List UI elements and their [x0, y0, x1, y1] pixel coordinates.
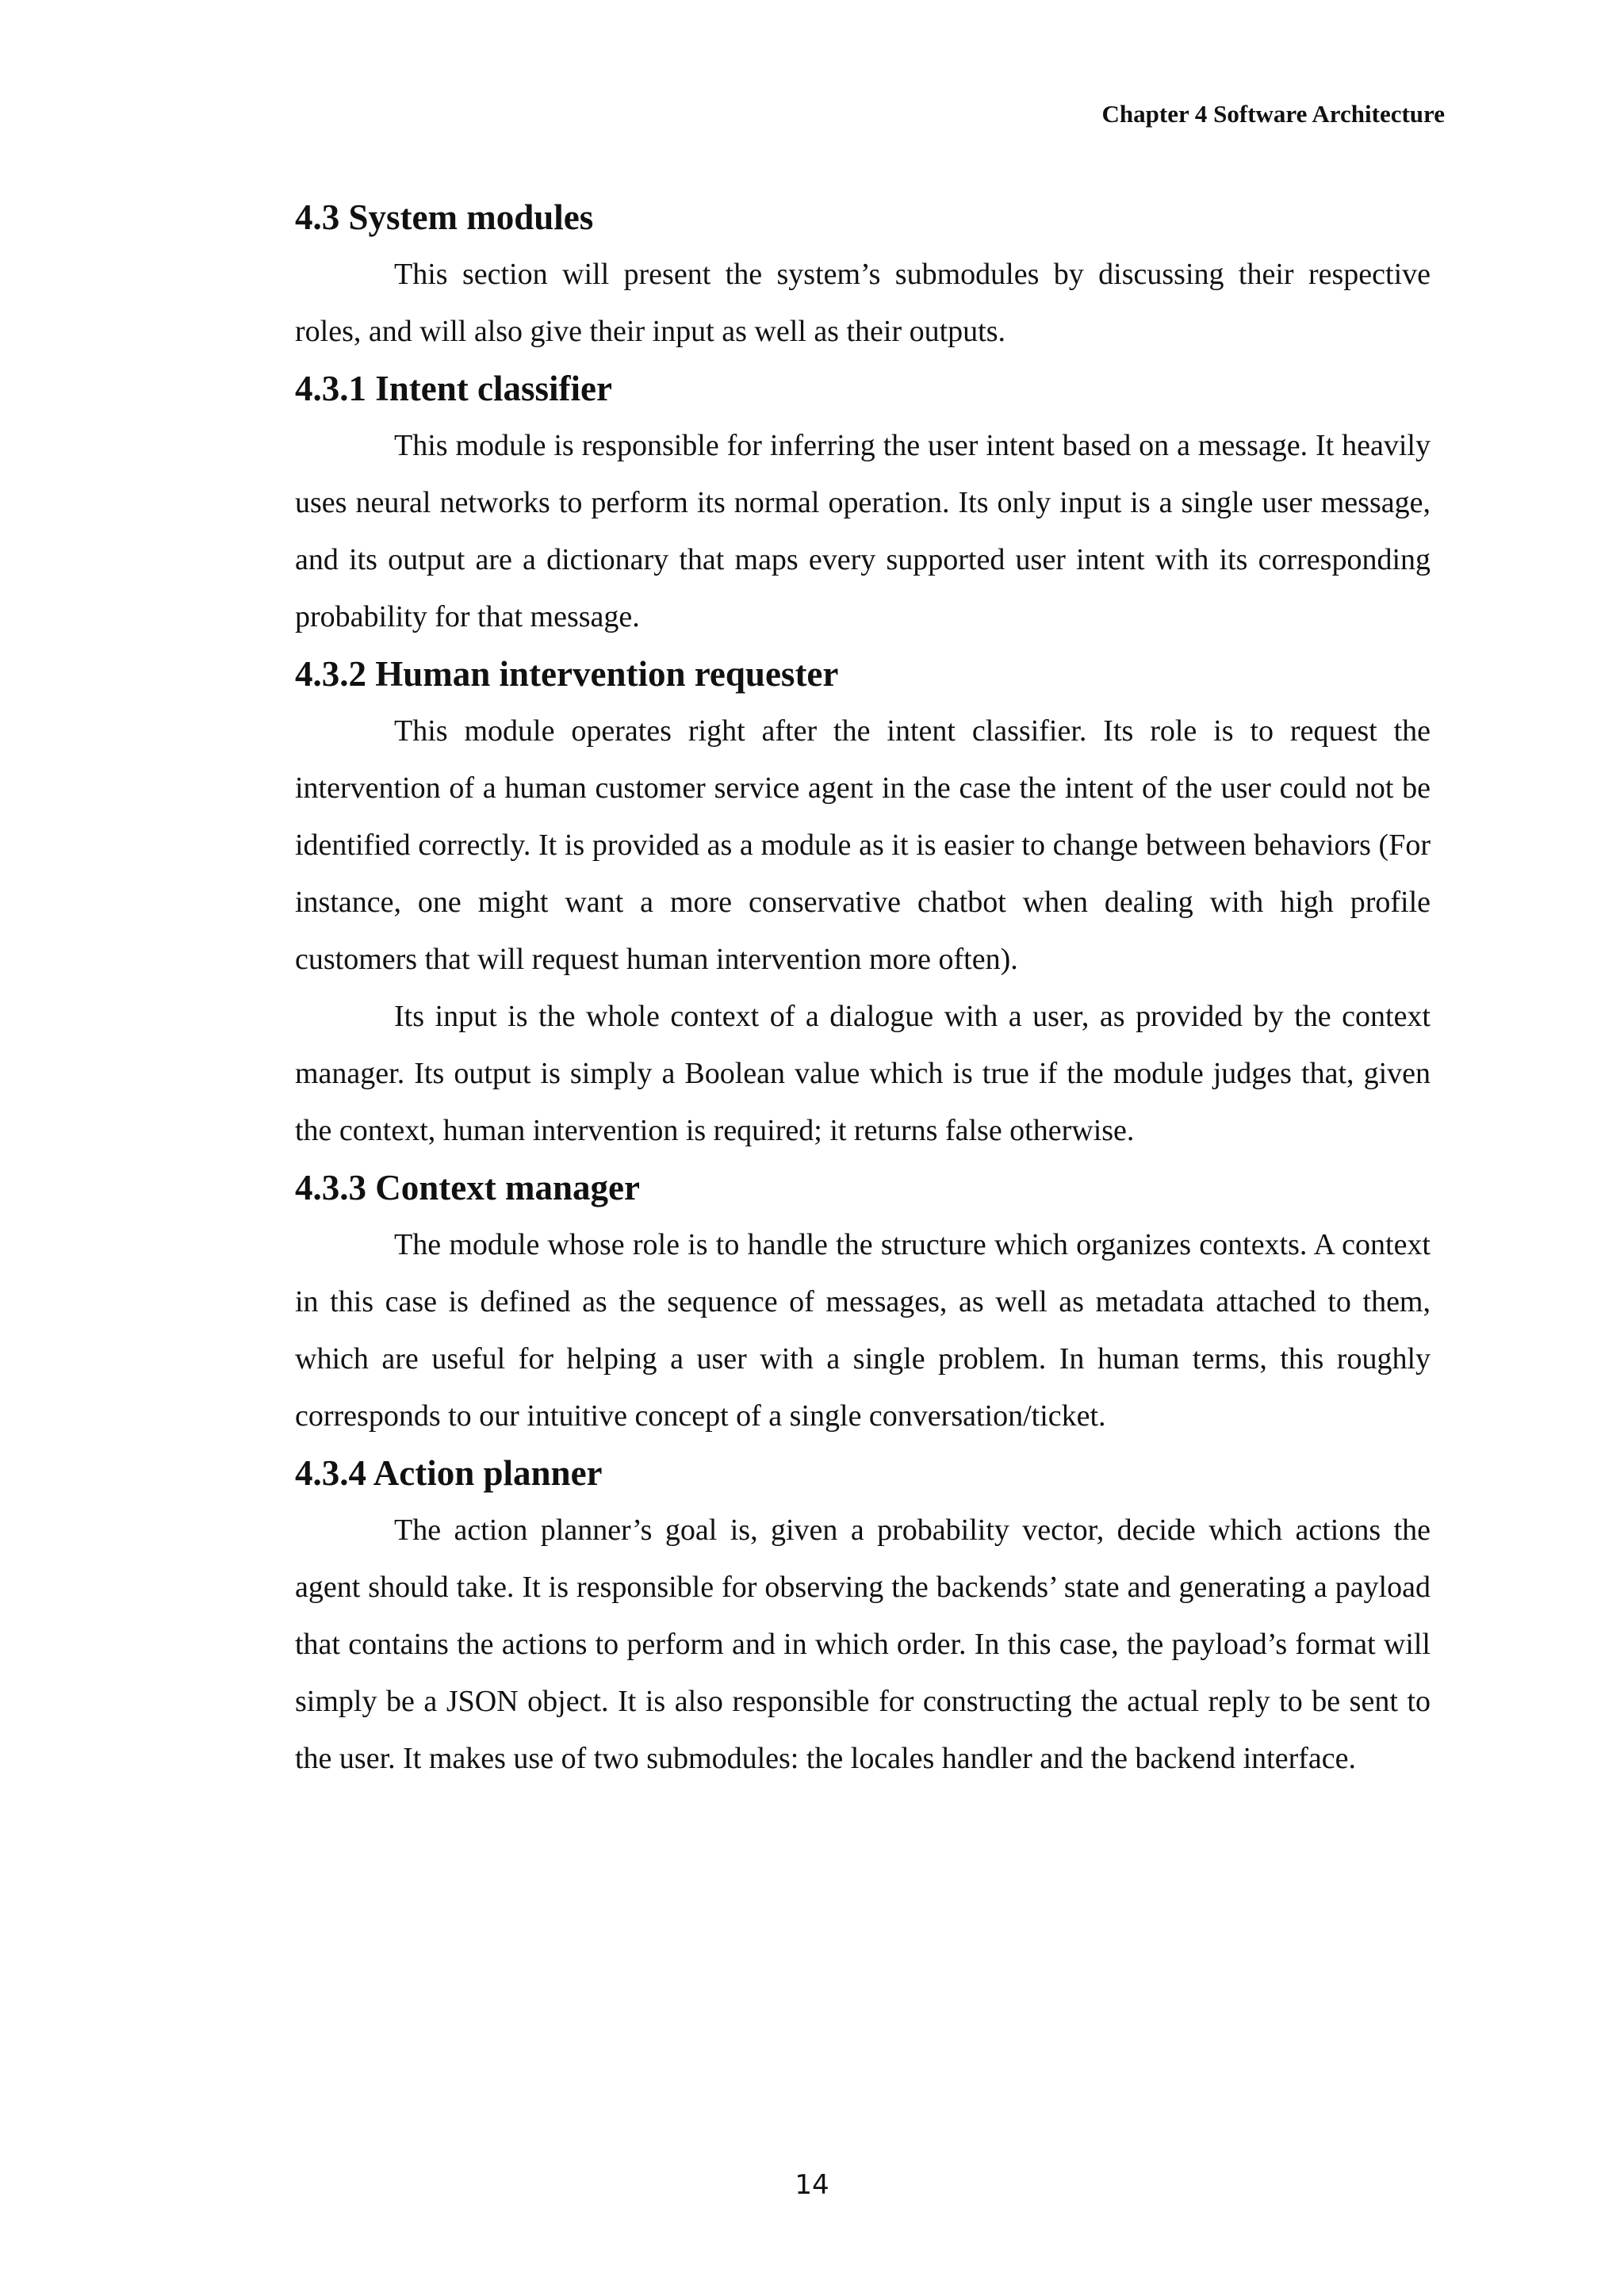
action-planner-paragraph: The action planner’s goal is, given a probability vector, decide which actions the agent should take. It is responsible for observing the backends’ state and generating a payload that contains the actions to perform and in which order. In this case, the payload’s format will simply be a JSON object. It is also responsible for constructing the actual reply to be sent to the user. It makes use of two submodules: the locales handler and the backend interface. [295, 1513, 1431, 1775]
page-number: 14 [795, 2169, 829, 2201]
page-body [295, 189, 1431, 1787]
subsection-heading-action-planner: 4.3.4 Action planner [295, 1453, 603, 1493]
subsection-heading-human-intervention: 4.3.2 Human intervention requester [295, 654, 839, 694]
section-intro-paragraph: This section will present the system’s submodules by discussing their respective roles, and will also give their input as well as their outputs. [295, 258, 1431, 348]
human-intervention-paragraph-2: Its input is the whole context of a dialogue with a user, as provided by the context manager. Its output is simply a Boolean value which is true if the module judges that, given the context, human intervention is required; it returns false otherwise. [295, 1000, 1431, 1147]
human-intervention-paragraph-1: This module operates right after the intent classifier. Its role is to request the intervention of a human customer service agent in the case the intent of the user could not be identified correctly. It is provided as a module as it is easier to change between behaviors (For instance, one might want a more conservative chatbot when dealing with high profile customers that will request human intervention more often). [295, 714, 1431, 976]
subsection-heading-intent-classifier: 4.3.1 Intent classifier [295, 369, 612, 408]
intent-classifier-paragraph: This module is responsible for inferring the user intent based on a message. It heavily uses neural networks to perform its normal operation. Its only input is a single user message, and its output are a dictionary that maps every supported user intent with its corresponding probability for that message. [295, 429, 1431, 633]
running-header: Chapter 4 Software Architecture [1101, 100, 1445, 128]
context-manager-paragraph: The module whose role is to handle the structure which organizes contexts. A context in this case is defined as the sequence of messages, as well as metadata attached to them, which are useful for helping a user with a single problem. In human terms, this roughly corresponds to our intuitive concept of a single conversation/ticket. [295, 1228, 1431, 1433]
subsection-heading-context-manager: 4.3.3 Context manager [295, 1168, 640, 1207]
section-heading: 4.3 System modules [295, 197, 594, 237]
